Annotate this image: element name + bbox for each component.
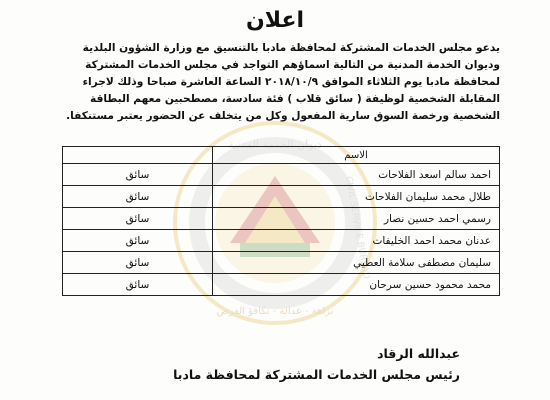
table-row [63, 230, 500, 252]
table-row [63, 186, 500, 208]
header-job [63, 147, 213, 164]
table-row [63, 208, 500, 230]
announcement-title: اعلان [245, 8, 305, 33]
table-row [63, 274, 500, 296]
paragraph-line: يدعو مجلس الخدمات المشتركة لمحافظة مادبا بالتنسيق مع وزارة الشؤون البلدية [82, 42, 500, 54]
announcement-paragraph [62, 40, 500, 125]
candidate-job: سائق [63, 252, 213, 274]
header-name: الاسم [213, 147, 500, 164]
candidate-name: رسمي احمد حسين نصار [213, 208, 500, 230]
candidates-table [62, 146, 500, 296]
paragraph-line: لمحافظة مادبا يوم الثلاثاء الموافق ٢٠١٨/١٠/٩ الساعة العاشرة صباحا وذلك لاجراء [82, 76, 500, 88]
candidate-name: محمد محمود حسين سرحان [213, 274, 500, 296]
signer-name: عبدالله الرقاد [377, 346, 460, 361]
candidate-job: سائق [63, 274, 213, 296]
seal-top-text: ديوان الخدمة المدنية [228, 138, 322, 151]
table-header-row [63, 147, 500, 164]
candidate-name: سليمان مصطفى سلامة العطيي [213, 252, 500, 274]
candidate-job: سائق [63, 164, 213, 186]
paragraph-line: الشخصية ورخصة السوق سارية المفعول وكل من يتخلف عن الحضور يعتبر مستنكفا. [66, 110, 500, 122]
seal-bottom-text: نزاهة - عدالة - تكافؤ الفرص [216, 306, 334, 317]
paragraph-line: المقابلة الشخصية لوظيفة ( سائق قلاب ) فئة سادسة، مصطحبين معهم البطاقة [90, 93, 500, 105]
seal-side-text: CIVIL SERVICE BUREAU [343, 175, 371, 280]
candidate-job: سائق [63, 230, 213, 252]
candidate-name: احمد سالم اسعد الفلاحات [213, 164, 500, 186]
candidate-job: سائق [63, 186, 213, 208]
candidate-job: سائق [63, 208, 213, 230]
candidate-name: عدنان محمد احمد الخليفات [213, 230, 500, 252]
paragraph-line: وديوان الخدمة المدنية من التالية اسماؤهم التواجد في مجلس الخدمات المشتركة [85, 59, 500, 71]
candidate-name: طلال محمد سليمان الفلاحات [213, 186, 500, 208]
table-row [63, 164, 500, 186]
signer-role: رئيس مجلس الخدمات المشتركة لمحافظة مادبا [173, 367, 460, 382]
table-row [63, 252, 500, 274]
